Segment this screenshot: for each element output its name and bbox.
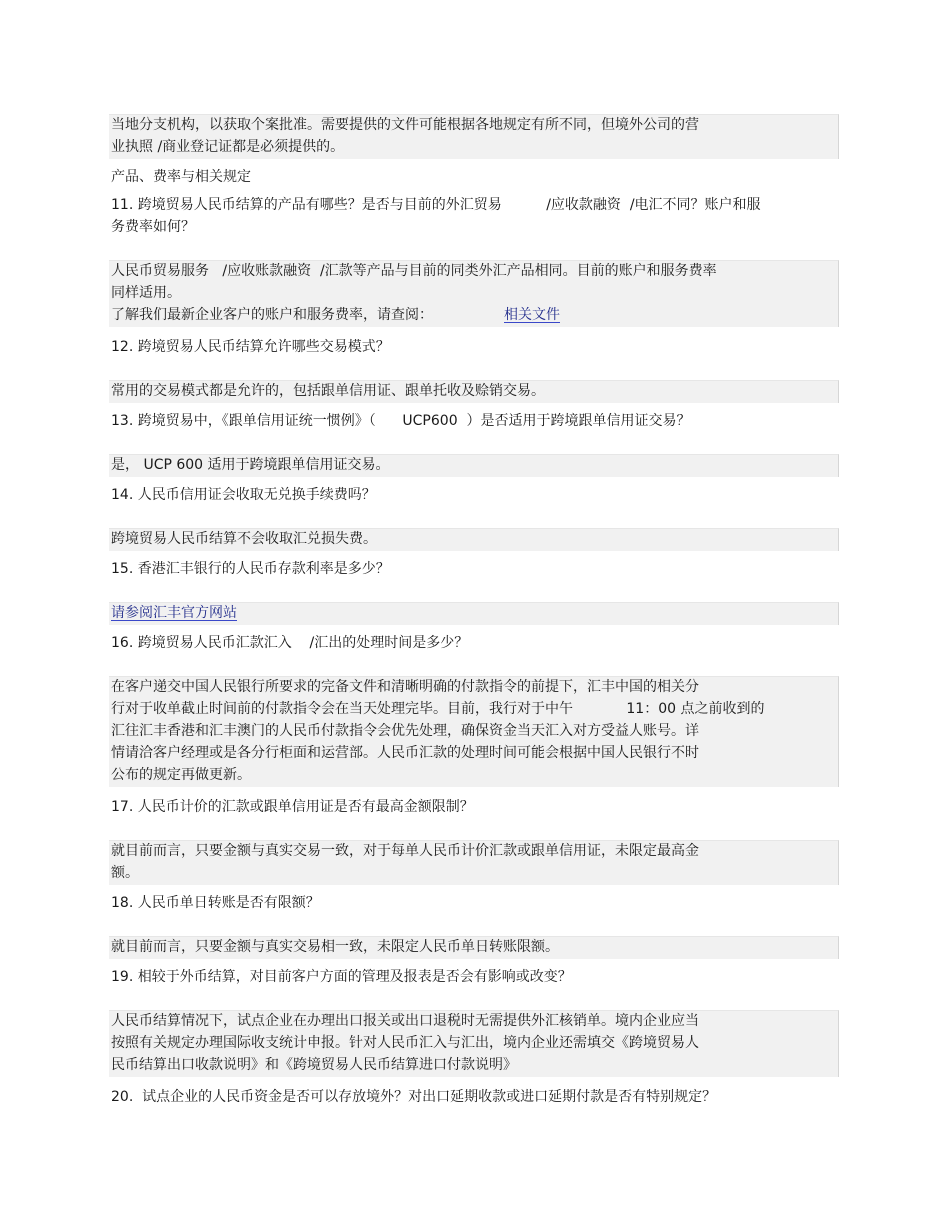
answer-text: 业执照 /商业登记证都是必须提供的。 — [111, 139, 345, 155]
answer-text: 行对于收单截止时间前的付款指令会在当天处理完毕。目前，我行对于中午 11：00 点之前收到的 — [111, 701, 765, 717]
answer-text: 额。 — [111, 865, 139, 881]
answer-text: 跨境贸易人民币结算不会收取汇兑损失费。 — [111, 531, 377, 547]
hsbc-official-site-link[interactable]: 请参阅汇丰官方网站 — [111, 605, 237, 621]
answer-text: 公布的规定再做更新。 — [111, 767, 251, 783]
answer-text: 是， UCP 600 适用于跨境跟单信用证交易。 — [111, 457, 390, 473]
answer-text: 人民币贸易服务 /应收账款融资 /汇款等产品与目前的同类外汇产品相同。目前的账户和服务费率 — [111, 263, 717, 279]
related-documents-link[interactable]: 相关文件 — [504, 307, 560, 323]
answer-text: 就目前而言，只要金额与真实交易相一致，未限定人民币单日转账限额。 — [111, 939, 559, 955]
answer-text: 就目前而言，只要金额与真实交易一致，对于每单人民币计价汇款或跟单信用证，未限定最高金 — [111, 843, 699, 859]
question-13: 13. 跨境贸易中，《跟单信用证统一惯例》（ UCP600 ）是否适用于跨境跟单信用证交易？ — [111, 413, 691, 429]
question-11: 11. 跨境贸易人民币结算的产品有哪些？是否与目前的外汇贸易 /应收款融资 /电汇不同？账户和服 — [111, 197, 761, 213]
question-11-cont: 务费率如何？ — [111, 219, 195, 235]
question-15: 15. 香港汇丰银行的人民币存款利率是多少？ — [111, 561, 390, 577]
answer-text: 在客户递交中国人民银行所要求的完备文件和清晰明确的付款指令的前提下，汇丰中国的相关分 — [111, 679, 699, 695]
answer-text: 民币结算出口收款说明》和《跨境贸易人民币结算进口付款说明》 — [111, 1057, 517, 1073]
question-14: 14. 人民币信用证会收取无兑换手续费吗？ — [111, 487, 376, 503]
answer-text: 情请洽客户经理或是各分行柜面和运营部。人民币汇款的处理时间可能会根据中国人民银行不时 — [111, 745, 699, 761]
question-12: 12. 跨境贸易人民币结算允许哪些交易模式？ — [111, 339, 390, 355]
answer-text: 按照有关规定办理国际收支统计申报。针对人民币汇入与汇出，境内企业还需填交《跨境贸易人 — [111, 1035, 699, 1051]
answer-text: 人民币结算情况下，试点企业在办理出口报关或出口退税时无需提供外汇核销单。境内企业应当 — [111, 1013, 699, 1029]
question-17: 17. 人民币计价的汇款或跟单信用证是否有最高金额限制？ — [111, 799, 474, 815]
answer-text: 了解我们最新企业客户的账户和服务费率，请查阅： — [111, 307, 433, 323]
question-18: 18. 人民币单日转账是否有限额？ — [111, 895, 320, 911]
answer-text: 汇往汇丰香港和汇丰澳门的人民币付款指令会优先处理，确保资金当天汇入对方受益人账号。详 — [111, 723, 699, 739]
question-16: 16. 跨境贸易人民币汇款汇入 /汇出的处理时间是多少？ — [111, 635, 469, 651]
question-19: 19. 相较于外币结算，对目前客户方面的管理及报表是否会有影响或改变？ — [111, 969, 572, 985]
question-20: 20. 试点企业的人民币资金是否可以存放境外？对出口延期收款或进口延期付款是否有特别规定？ — [111, 1089, 717, 1105]
answer-text: 常用的交易模式都是允许的，包括跟单信用证、跟单托收及赊销交易。 — [111, 383, 545, 399]
answer-text: 同样适用。 — [111, 285, 181, 301]
section-title: 产品、费率与相关规定 — [111, 169, 251, 185]
answer-text: 当地分支机构，以获取个案批准。需要提供的文件可能根据各地规定有所不同，但境外公司的营 — [111, 117, 699, 133]
